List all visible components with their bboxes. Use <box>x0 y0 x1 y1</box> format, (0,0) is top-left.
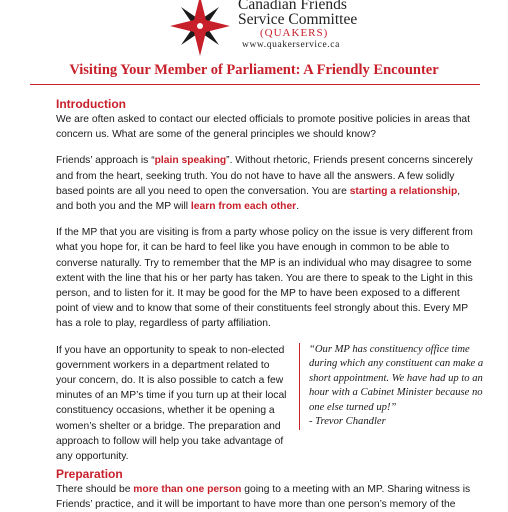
approach-text-2: ”. Without rhetoric, Friends present concerns sincerely and from the heart, seeking truth. You do not have to have all the answers. A few solidly based points are all you need to open the conversation. You are <box>56 155 473 197</box>
title-divider <box>30 84 480 85</box>
org-website: www.quakerservice.ca <box>242 40 340 50</box>
letterhead <box>0 0 508 56</box>
intro-paragraph: We are often asked to contact our elected officials to promote positive policies in areas that concern us. What are some of the general principles we should know? <box>56 114 471 141</box>
document-body <box>56 96 484 512</box>
two-column-section <box>56 343 484 463</box>
star-logo-icon <box>168 0 232 56</box>
org-name-line2: Service Committee <box>238 11 358 28</box>
introduction-heading: Introduction <box>56 97 126 111</box>
prep-text-1: There should be <box>56 483 134 495</box>
more-than-one-highlight: more than one person <box>133 483 242 495</box>
party-paragraph: If the MP that you are visiting is from a party whose policy on the issue is very different from what you hope for, it can be hard to feel like you have enough in common to be able to converse naturally. Try to remember that the MP is an individual who may disagree to some extent with the line that his or her party has taken. You are there to speak to the Light in this person, and to listen for it. It may be good for the MP to have been exposed to a different point of view and to know that some of their constituents feel strongly about this. Every MP has a role to play, regardless of party affiliation. <box>56 227 473 330</box>
preparation-heading: Preparation <box>56 466 123 481</box>
prep-text-2: going to a meeting with an MP. Sharing witness is Friends’ practice, and it will be important to have more than one person’s memory of the <box>56 483 471 510</box>
org-name-line1: Canadian Friends <box>238 0 347 13</box>
quote-author: - Trevor Chandler <box>309 416 386 428</box>
approach-paragraph <box>56 153 478 214</box>
pull-quote <box>299 343 487 430</box>
non-elected-paragraph: If you have an opportunity to speak to non-elected government workers in a department related to your concern, do. It is also possible to catch a few minutes of an MP’s time if you turn up at their local constituency occasions, whether it be opening a women’s shelter or a bridge. The preparation and approach to follow will help you take advantage of any opportunity. <box>56 344 287 463</box>
approach-text-4: . <box>296 201 300 213</box>
plain-speaking-highlight: plain speaking <box>154 155 227 167</box>
approach-text-3: , and both you and the MP will <box>56 185 461 213</box>
org-name-block <box>238 0 357 51</box>
org-quakers-label: (QUAKERS) <box>260 27 329 39</box>
relationship-highlight: starting a relationship <box>349 185 458 197</box>
document-title: Visiting Your Member of Parliament: A Friendly Encounter <box>69 62 439 78</box>
quote-text: “Our MP has constituency office time during which any constituent can make a short appointment. We have had up to an hour with a Cabinet Minister because no one else turned up!” <box>309 343 484 413</box>
approach-text-1: Friends’ approach is “ <box>56 155 155 167</box>
learn-highlight: learn from each other <box>190 201 297 213</box>
preparation-paragraph <box>56 482 478 512</box>
